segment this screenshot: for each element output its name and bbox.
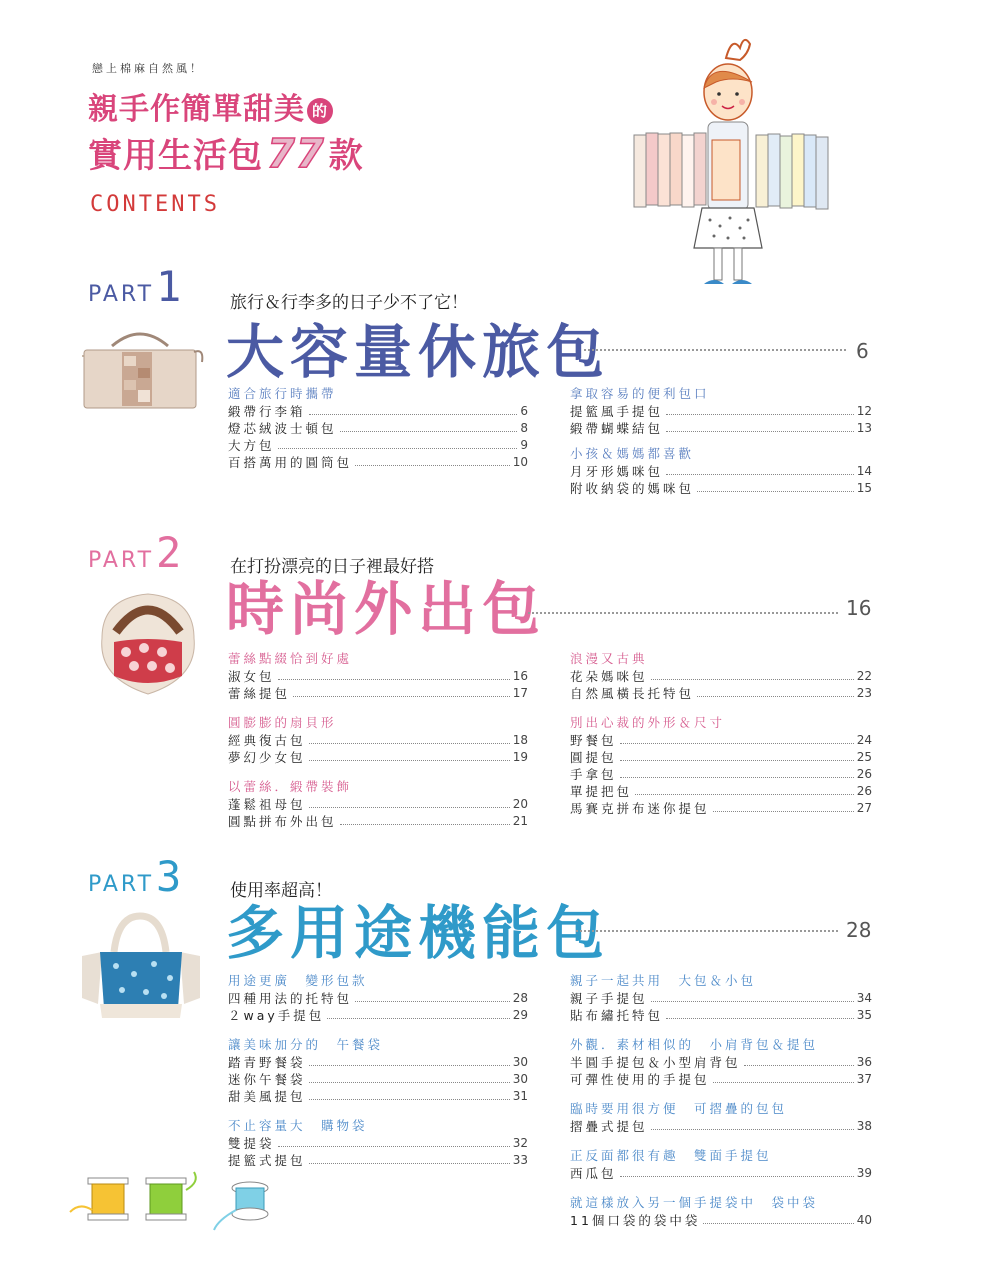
part-3-page: 28: [846, 918, 872, 942]
tagline: 戀上棉麻自然風！: [92, 62, 204, 75]
part-3-right-column: [570, 972, 872, 1229]
category-heading: 適合旅行時攜帶: [228, 386, 337, 401]
toc-entry[interactable]: 可彈性使用的手提包 37: [570, 1072, 872, 1087]
toc-entry[interactable]: 大方包 9: [228, 438, 528, 453]
handbag-photo: [92, 588, 204, 698]
part-3-leader: [576, 930, 838, 932]
part-1-number: 1: [156, 262, 185, 311]
title-badge: 的: [307, 98, 333, 124]
toc-entry[interactable]: 燈芯絨波士頓包 8: [228, 421, 528, 436]
toc-entry[interactable]: 野餐包 24: [570, 733, 872, 748]
toc-entry[interactable]: 圓提包 25: [570, 750, 872, 765]
part-1-word: PART: [88, 282, 155, 307]
toc-entry[interactable]: 四種用法的托特包 28: [228, 991, 528, 1006]
part-1-left-column: [228, 385, 528, 471]
toc-entry[interactable]: 月牙形媽咪包 14: [570, 464, 872, 479]
title-line2-text-b: 款: [328, 136, 364, 176]
category-heading: 讓美味加分的 午餐袋: [228, 1037, 384, 1052]
toc-entry[interactable]: 迷你午餐袋 30: [228, 1072, 528, 1087]
part-1-label: [88, 262, 184, 311]
part-2-right-column: [570, 650, 872, 817]
toc-entry[interactable]: 淑女包 16: [228, 669, 528, 684]
toc-entry[interactable]: 自然風橫長托特包 23: [570, 686, 872, 701]
toc-entry[interactable]: 手拿包 26: [570, 767, 872, 782]
part-1-title: 大容量休旅包: [226, 318, 611, 386]
category-heading: 用途更廣 變形包款: [228, 973, 368, 988]
category-heading: 以蕾絲．緞帶裝飾: [228, 779, 353, 794]
category-heading: 就這樣放入另一個手提袋中 袋中袋: [570, 1195, 819, 1210]
part-1-page: 6: [856, 339, 869, 363]
toc-entry[interactable]: 摺疊式提包 38: [570, 1119, 872, 1134]
part-3-title: 多用途機能包: [226, 899, 611, 967]
title-number: 77: [267, 131, 325, 177]
part-1-leader: [584, 349, 846, 351]
toc-entry[interactable]: 提籃式提包 33: [228, 1153, 528, 1168]
part-3-subtitle: 使用率超高！: [230, 881, 332, 901]
toc-entry[interactable]: 夢幻少女包 19: [228, 750, 528, 765]
part-3-number: 3: [156, 852, 185, 901]
part-1-subtitle: 旅行＆行李多的日子少不了它！: [230, 293, 468, 313]
part-3-left-column: [228, 972, 528, 1169]
part-2-word: PART: [88, 548, 155, 573]
toc-entry[interactable]: 單提把包 26: [570, 784, 872, 799]
toc-entry[interactable]: 百搭萬用的圓筒包 10: [228, 455, 528, 470]
category-heading: 正反面都很有趣 雙面手提包: [570, 1148, 772, 1163]
title-line1-text: 親手作簡單甜美: [88, 92, 305, 127]
toc-entry[interactable]: 蕾絲提包 17: [228, 686, 528, 701]
toc-entry[interactable]: ２way手提包 29: [228, 1008, 528, 1023]
category-heading: 親子一起共用 大包＆小包: [570, 973, 757, 988]
toc-entry[interactable]: 11個口袋的袋中袋 40: [570, 1213, 872, 1228]
part-3-word: PART: [88, 872, 155, 897]
book-title-line1: [88, 84, 333, 128]
category-heading: 圓膨膨的扇貝形: [228, 715, 337, 730]
part-2-number: 2: [156, 528, 185, 577]
part-2-title: 時尚外出包: [226, 575, 547, 643]
part-2-label: [88, 528, 184, 577]
category-heading: 浪漫又古典: [570, 651, 648, 666]
book-title-line2: [88, 128, 364, 177]
girl-with-fabrics-illustration: [628, 30, 833, 295]
category-heading: 拿取容易的便利包口: [570, 386, 710, 401]
thread-spools-illustration: [66, 1170, 286, 1240]
part-2-page: 16: [846, 596, 872, 620]
category-heading: 小孩＆媽媽都喜歡: [570, 446, 695, 461]
toc-entry[interactable]: 親子手提包 34: [570, 991, 872, 1006]
toc-entry[interactable]: 緞帶行李箱 6: [228, 404, 528, 419]
part-2-subtitle: 在打扮漂亮的日子裡最好搭: [230, 557, 434, 577]
category-heading: 蕾絲點綴恰到好處: [228, 651, 353, 666]
toc-entry[interactable]: 提籃風手提包 12: [570, 404, 872, 419]
travel-bag-photo: [76, 326, 204, 410]
category-heading: 別出心裁的外形＆尺寸: [570, 715, 726, 730]
category-heading: 臨時要用很方便 可摺疊的包包: [570, 1101, 788, 1116]
part-2-left-column: [228, 650, 528, 830]
category-heading: 不止容量大 購物袋: [228, 1118, 368, 1133]
toc-entry[interactable]: 貼布繡托特包 35: [570, 1008, 872, 1023]
toc-entry[interactable]: 馬賽克拼布迷你提包 27: [570, 801, 872, 816]
toc-entry[interactable]: 經典復古包 18: [228, 733, 528, 748]
toc-entry[interactable]: 緞帶蝴蝶結包 13: [570, 421, 872, 436]
part-1-right-column: [570, 385, 872, 497]
toc-entry[interactable]: 西瓜包 39: [570, 1166, 872, 1181]
toc-entry[interactable]: 圓點拼布外出包 21: [228, 814, 528, 829]
toc-entry[interactable]: 附收納袋的媽咪包 15: [570, 481, 872, 496]
toc-entry[interactable]: 半圓手提包＆小型肩背包 36: [570, 1055, 872, 1070]
toc-entry[interactable]: 花朵媽咪包 22: [570, 669, 872, 684]
toc-entry[interactable]: 雙提袋 32: [228, 1136, 528, 1151]
toc-entry[interactable]: 踏青野餐袋 30: [228, 1055, 528, 1070]
toc-entry[interactable]: 蓬鬆祖母包 20: [228, 797, 528, 812]
part-3-label: [88, 852, 184, 901]
category-heading: 外觀．素材相似的 小肩背包＆提包: [570, 1037, 819, 1052]
toc-entry[interactable]: 甜美風提包 31: [228, 1089, 528, 1104]
title-line2-text-a: 實用生活包: [88, 136, 263, 176]
part-2-leader: [528, 612, 838, 614]
tote-bag-photo: [76, 912, 206, 1022]
contents-label: CONTENTS: [90, 192, 220, 217]
